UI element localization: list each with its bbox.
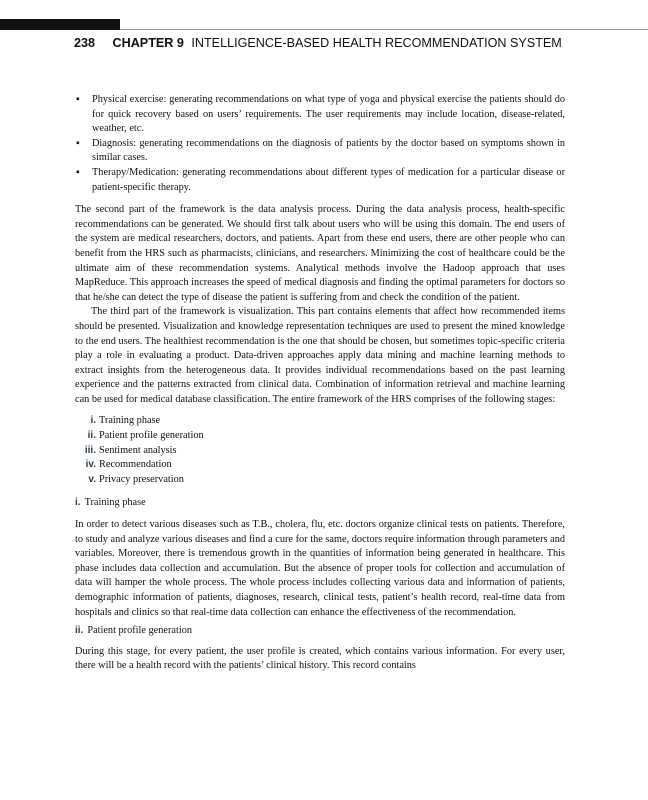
bullet-icon: ▪ [76, 166, 80, 178]
list-item: ▪ Therapy/Medication: generating recommendations about different types of medication for a particular disease or patient-specific therapy. [76, 166, 565, 193]
header-bar [0, 19, 120, 30]
list-item: iv. Recommendation [85, 459, 172, 471]
running-header [74, 36, 562, 50]
stages-list [75, 414, 565, 487]
bullet-icon: ▪ [76, 137, 80, 149]
list-item: ▪ Diagnosis: generating recommendations on the diagnosis of patients by the doctor based on symptoms shown in similar cases. [76, 137, 565, 164]
paragraph-training: In order to detect various diseases such as T.B., cholera, flu, etc. doctors organize clinical tests on patients. Therefore, to study and analyze various diseases and find a cure for the same, doctors require information through parameters and variables. Moreover, there is tremendous growth in the quantities of information being generated in healthcare. This phase includes data collection and accumulation. But the absence of proper tools for collection and accumulation of data will hamper the whole process. The whole process includes collecting various data and information of patients, demographic information of patients, diagnoses, research, clinical tests, patient’s health record, real-time data from hospitals and clinics so that real-time data collection can enhance the effectiveness of the recommendation. [75, 519, 565, 618]
list-item: ▪ Physical exercise: generating recommendations on what type of yoga and physical exercise the patients should do for quick recovery based on users’ requirements. The user requirements may include location, disease-related, weather, etc. [76, 94, 565, 135]
bullet-icon: ▪ [76, 94, 80, 105]
header-rule [120, 29, 648, 30]
page-number: 238 [74, 36, 96, 50]
list-item: i. Training phase [90, 415, 161, 427]
page-body [75, 93, 565, 674]
list-item: ii. Patient profile generation [87, 430, 204, 442]
paragraph-data-analysis: The second part of the framework is the data analysis process. During the data analysis process, health-specific recommendations can be generated. We should first talk about users who will be using this domain. The end users of the system are medical researchers, doctors, and patients. Apart from these end users, there are other people who can benefit from the HRS such as pharmacists, clinicians, and researchers. Minimizing the cost of healthcare could be the ultimate aim of these recommendation systems. Analytical methods involve the Hadoop approach that uses MapReduce. This approach increases the speed of medical diagnosis and finding the optimal parameters for doctors so that he/she can detect the type of disease the patient is suffering from and check the condition of the patient. [75, 204, 565, 303]
section-heading-training: i. Training phase [75, 497, 146, 509]
bullet-list [75, 93, 565, 195]
chapter-title: INTELLIGENCE-BASED HEALTH RECOMMENDATION SYSTEM [191, 36, 562, 50]
paragraph-profile: During this stage, for every patient, the user profile is created, which contains various information. For every user, there will be a health record with the patients’ clinical history. This record contains [75, 645, 565, 672]
list-item: iii. Sentiment analysis [84, 444, 177, 456]
section-heading-profile: ii. Patient profile generation [75, 625, 192, 637]
chapter-label: CHAPTER 9 [112, 36, 184, 50]
list-item: v. Privacy preservation [88, 473, 184, 485]
paragraph-visualization: The third part of the framework is visualization. This part contains elements that affect how recommended items should be presented. Visualization and knowledge representation techniques are used to present the mined knowledge to the end users. The healthiest recommendation is the one that should be chosen, but sometimes topic-specific criteria play a role in evaluating a product. Data-driven approaches apply data mining and machine learning methods to extract insights from the heterogeneous data. It provides individual recommendations based on the past learning experience and the patterns extracted from clinical data. Combination of information retrieval and machine learning can be used for medical database classification. The entire framework of the HRS comprises of the following stages: [75, 306, 565, 405]
